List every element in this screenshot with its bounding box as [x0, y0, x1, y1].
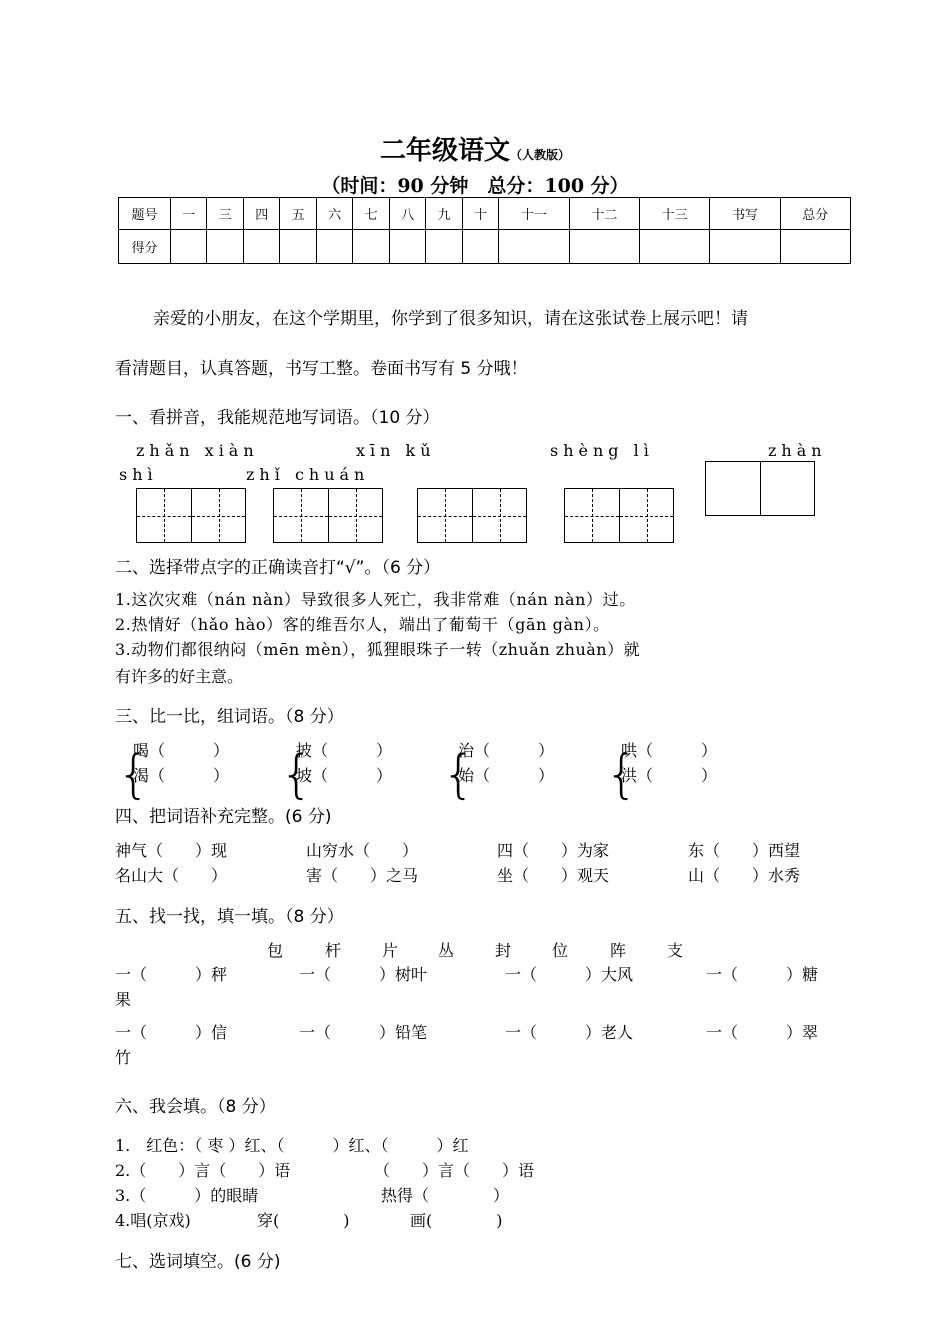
idiom-item: 东（ ）西望: [688, 841, 801, 860]
fill-item-wrap: 竹: [115, 1048, 132, 1067]
pinyin-4-wrap: shì: [119, 465, 158, 484]
score-header-cell: 一: [171, 198, 207, 230]
fill-item: 一（ ）信: [115, 1023, 228, 1042]
score-header-cell: 总分: [780, 198, 850, 230]
score-input-cell[interactable]: [499, 230, 569, 264]
brace: {: [280, 745, 314, 805]
s3-word-top: 治（ ）: [458, 741, 555, 760]
score-input-cell[interactable]: [780, 230, 850, 264]
s3-word-bottom: 始（ ）: [458, 766, 555, 785]
score-input-cell[interactable]: [171, 230, 207, 264]
writing-cell[interactable]: [760, 462, 814, 515]
s6-line-3b: 热得（ ）: [381, 1186, 510, 1205]
s3-word-bottom: 渴（ ）: [133, 766, 230, 785]
pinyin-3: shèng lì: [550, 441, 654, 460]
idiom-item: 山（ ）水秀: [688, 866, 801, 885]
section-4-title: 四、把词语补充完整。(6 分): [115, 807, 332, 827]
brace: {: [442, 745, 476, 805]
writing-cell[interactable]: [137, 489, 191, 542]
intro-line-2: 看清题目，认真答题，书写工整。卷面书写有 5 分哦！: [115, 359, 528, 379]
s6-line-1: 1. 红色：（ 枣 ）红、（ ）红、（ ）红: [115, 1136, 469, 1155]
score-header-cell: 书写: [710, 198, 780, 230]
score-table-input-row: [119, 230, 851, 264]
fill-item: 一（ ）秤: [115, 965, 228, 984]
s2-line-3: 3.动物们都很纳闷（mēn mèn），狐狸眼珠子一转（zhuǎn zhuàn）就: [115, 640, 641, 659]
score-input-cell[interactable]: [710, 230, 780, 264]
writing-cell[interactable]: [619, 489, 673, 542]
score-header-cell: 十: [462, 198, 498, 230]
score-header-cell: 五: [280, 198, 316, 230]
fill-item: 一（ ）糖: [706, 965, 819, 984]
s6-line-2b: （ ）言（ ）语: [374, 1161, 535, 1180]
s3-word-top: 披（ ）: [296, 741, 393, 760]
measure-word: 封: [495, 941, 512, 960]
score-header-cell: 六: [316, 198, 352, 230]
s3-word-top: 哄（ ）: [621, 741, 718, 760]
score-row-label: 得分: [119, 230, 171, 264]
score-input-cell[interactable]: [639, 230, 709, 264]
score-header-cell: 十一: [499, 198, 569, 230]
s3-word-top: 喝（ ）: [133, 741, 230, 760]
section-7-title: 七、选词填空。(6 分): [115, 1252, 281, 1272]
section-2-title: 二、选择带点字的正确读音打“√”。（6 分）: [115, 558, 441, 578]
idiom-item: 四（ ）为家: [497, 841, 610, 860]
measure-word: 丛: [438, 941, 455, 960]
brace: {: [117, 745, 151, 805]
measure-word: 片: [382, 941, 399, 960]
writing-cell[interactable]: [472, 489, 526, 542]
score-input-cell[interactable]: [353, 230, 389, 264]
score-header-cell: 九: [426, 198, 462, 230]
idiom-item: 害（ ）之马: [306, 866, 419, 885]
idiom-item: 山穷水（ ）: [306, 841, 419, 860]
score-header-cell: 四: [243, 198, 279, 230]
s2-line-4: 有许多的好主意。: [115, 667, 244, 686]
writing-grid-2[interactable]: [273, 488, 383, 543]
s2-line-2: 2.热情好（hǎo hào）客的维吾尔人，端出了葡萄干（gān gàn）。: [115, 615, 610, 634]
s6-line-4c: 画( ): [410, 1211, 503, 1230]
writing-grid-1[interactable]: [136, 488, 246, 543]
pinyin-4: zhàn: [768, 441, 827, 460]
score-input-cell[interactable]: [316, 230, 352, 264]
section-6-title: 六、我会填。（8 分）: [115, 1097, 276, 1117]
exam-subtitle: （时间：90 分钟 总分：100 分）: [321, 175, 629, 197]
score-input-cell[interactable]: [243, 230, 279, 264]
s2-line-1: 1.这次灾难（nán nàn）导致很多人死亡，我非常难（nán nàn）过。: [115, 590, 636, 609]
score-header-cell: 七: [353, 198, 389, 230]
fill-item: 一（ ）铅笔: [299, 1023, 428, 1042]
score-input-cell[interactable]: [280, 230, 316, 264]
intro-line-1: 亲爱的小朋友，在这个学期里，你学到了很多知识，请在这张试卷上展示吧！请: [153, 309, 748, 329]
fill-item: 一（ ）大风: [505, 965, 634, 984]
idiom-item: 神气（ ）现: [115, 841, 228, 860]
s6-line-2a: 2.（ ）言（ ）语: [115, 1161, 291, 1180]
score-table: [118, 197, 851, 264]
edition-note: （人教版）: [510, 148, 571, 162]
writing-cell[interactable]: [706, 462, 760, 515]
measure-word: 支: [667, 941, 684, 960]
idiom-item: 坐（ ）观天: [497, 866, 610, 885]
s6-line-4a: 4.唱(京戏): [115, 1211, 191, 1230]
score-input-cell[interactable]: [389, 230, 425, 264]
pinyin-2: xīn kǔ: [356, 441, 436, 460]
score-input-cell[interactable]: [462, 230, 498, 264]
fill-item: 一（ ）树叶: [299, 965, 428, 984]
s6-line-4b: 穿( ): [257, 1211, 350, 1230]
score-header-cell: 十三: [639, 198, 709, 230]
score-header-cell: 十二: [569, 198, 639, 230]
pinyin-1: zhǎn xiàn: [136, 441, 259, 460]
idiom-item: 名山大（ ）: [115, 866, 228, 885]
s3-word-bottom: 坡（ ）: [296, 766, 393, 785]
score-table-header-row: [119, 198, 851, 230]
section-3-title: 三、比一比，组词语。（8 分）: [115, 707, 344, 727]
writing-cell[interactable]: [328, 489, 382, 542]
score-input-cell[interactable]: [207, 230, 243, 264]
writing-cell[interactable]: [274, 489, 328, 542]
s6-line-3a: 3.（ ）的眼睛: [115, 1186, 259, 1205]
fill-item-wrap: 果: [115, 990, 132, 1009]
writing-cell[interactable]: [191, 489, 245, 542]
measure-word: 位: [552, 941, 569, 960]
section-1-title: 一、看拼音，我能规范地写词语。（10 分）: [115, 408, 440, 428]
s3-word-bottom: 洪（ ）: [621, 766, 718, 785]
writing-grid-4[interactable]: [564, 488, 674, 543]
writing-grid-3[interactable]: [417, 488, 527, 543]
writing-cell[interactable]: [418, 489, 472, 542]
score-header-cell: 八: [389, 198, 425, 230]
fill-item: 一（ ）老人: [505, 1023, 634, 1042]
fill-item: 一（ ）翠: [706, 1023, 819, 1042]
score-header-cell: 三: [207, 198, 243, 230]
section-5-title: 五、找一找，填一填。（8 分）: [115, 907, 344, 927]
score-input-cell[interactable]: [426, 230, 462, 264]
score-header-cell: 题号: [119, 198, 171, 230]
measure-word: 阵: [610, 941, 627, 960]
exam-title: 二年级语文（人教版）: [379, 136, 571, 166]
measure-word: 包: [267, 941, 284, 960]
brace: {: [605, 745, 639, 805]
writing-grid-5[interactable]: [705, 461, 815, 516]
writing-cell[interactable]: [565, 489, 619, 542]
pinyin-5: zhǐ chuán: [246, 465, 370, 484]
score-input-cell[interactable]: [569, 230, 639, 264]
measure-word: 杆: [325, 941, 342, 960]
